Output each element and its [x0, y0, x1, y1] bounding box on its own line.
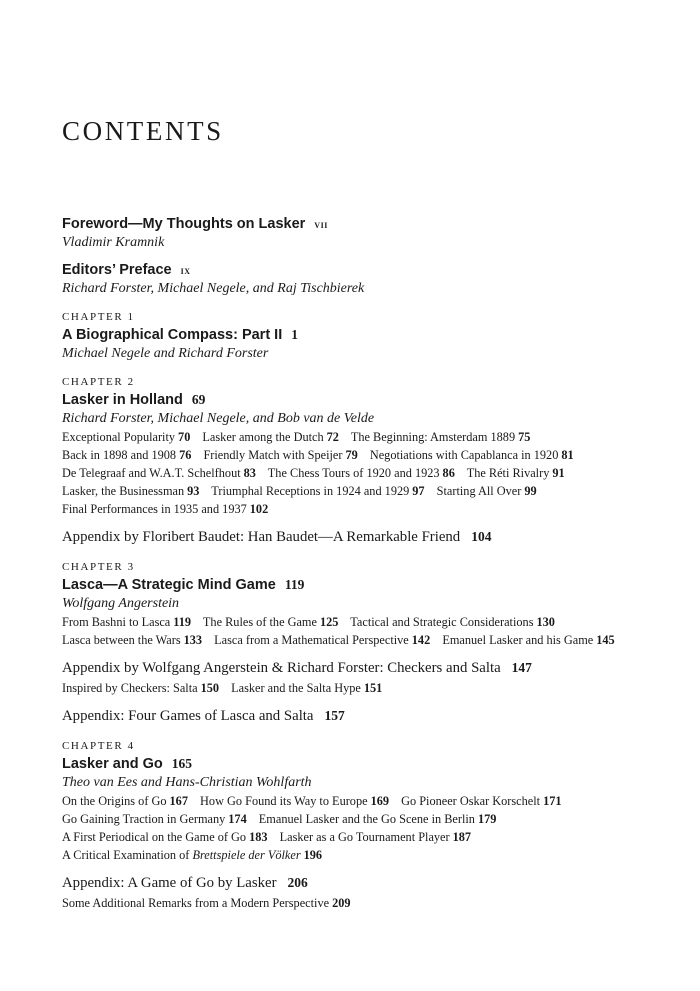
- appendix-entry[interactable]: [62, 706, 662, 726]
- section-item[interactable]: De Telegraaf and W.A.T. Schelfhout 83: [62, 466, 256, 480]
- chapter-page: 165: [171, 756, 192, 771]
- section-item[interactable]: Lasca from a Mathematical Perspective 142: [214, 633, 431, 647]
- section-list: [62, 792, 662, 864]
- entry-author: Richard Forster, Michael Negele, and Raj Tischbierek: [62, 281, 365, 296]
- section-item[interactable]: Go Pioneer Oskar Korschelt 171: [401, 794, 562, 808]
- entry-page: ix: [180, 263, 191, 277]
- section-item[interactable]: Negotiations with Capablanca in 1920 81: [369, 448, 574, 462]
- appendix-title: Appendix by Floribert Baudet: Han Baudet—A Remarkable Friend: [62, 529, 461, 545]
- toc-chapter-1[interactable]: [62, 310, 662, 362]
- section-item[interactable]: On the Origins of Go 167: [62, 794, 188, 808]
- toc-chapter-2[interactable]: [62, 375, 662, 547]
- toc-entry-preface[interactable]: [62, 260, 662, 297]
- section-item[interactable]: The Chess Tours of 1920 and 1923 86: [267, 466, 455, 480]
- section-item[interactable]: A Critical Examination of Brettspiele der Völker 196: [62, 848, 323, 862]
- chapter-page: 69: [191, 392, 206, 407]
- appendix-title: Appendix by Wolfgang Angerstein & Richard Forster: Checkers and Salta: [62, 660, 501, 676]
- section-item[interactable]: Tactical and Strategic Considerations 130: [350, 615, 555, 629]
- section-list: [62, 428, 662, 518]
- appendix-entry[interactable]: [62, 873, 662, 893]
- section-item[interactable]: From Bashni to Lasca 119: [62, 615, 192, 629]
- chapter-label: CHAPTER 2: [62, 376, 135, 388]
- book-title: Brettspiele der Völker: [192, 848, 301, 862]
- section-item[interactable]: Final Performances in 1935 and 1937 102: [62, 502, 269, 516]
- page-title: CONTENTS: [62, 116, 224, 146]
- toc-entries: [62, 214, 662, 912]
- entry-author: Vladimir Kramnik: [62, 235, 165, 250]
- section-item[interactable]: Lasker as a Go Tournament Player 187: [279, 830, 472, 844]
- section-item[interactable]: Emanuel Lasker and the Go Scene in Berlin 179: [258, 812, 497, 826]
- section-list: [62, 613, 662, 649]
- section-item[interactable]: Starting All Over 99: [436, 484, 537, 498]
- section-item[interactable]: Lasker and the Salta Hype 151: [231, 681, 383, 695]
- chapter-author: Richard Forster, Michael Negele, and Bob van de Velde: [62, 411, 375, 426]
- appendix-title: Appendix: Four Games of Lasca and Salta: [62, 708, 314, 724]
- section-item[interactable]: The Beginning: Amsterdam 1889 75: [350, 430, 531, 444]
- chapter-label: CHAPTER 4: [62, 740, 135, 752]
- appendix-page: 206: [287, 875, 308, 890]
- chapter-title: Lasker and Go: [62, 756, 163, 772]
- toc-entry-foreword[interactable]: [62, 214, 662, 251]
- chapter-label: CHAPTER 1: [62, 311, 135, 323]
- section-item[interactable]: Inspired by Checkers: Salta 150: [62, 681, 220, 695]
- section-list: [62, 679, 662, 697]
- entry-title: Editors’ Preface: [62, 262, 172, 278]
- section-item[interactable]: The Rules of the Game 125: [202, 615, 339, 629]
- section-item[interactable]: Go Gaining Traction in Germany 174: [62, 812, 247, 826]
- section-list: [62, 894, 662, 912]
- section-item[interactable]: Lasker among the Dutch 72: [202, 430, 339, 444]
- toc-chapter-3[interactable]: [62, 560, 662, 726]
- chapter-title: A Biographical Compass: Part II: [62, 327, 283, 343]
- section-item[interactable]: Lasker, the Businessman 93: [62, 484, 200, 498]
- appendix-page: 147: [511, 660, 532, 675]
- section-item[interactable]: The Réti Rivalry 91: [466, 466, 565, 480]
- section-item[interactable]: Exceptional Popularity 70: [62, 430, 191, 444]
- section-item[interactable]: Some Additional Remarks from a Modern Perspective 209: [62, 896, 351, 910]
- section-item[interactable]: Lasca between the Wars 133: [62, 633, 203, 647]
- chapter-author: Wolfgang Angerstein: [62, 596, 180, 611]
- entry-title: Foreword—My Thoughts on Lasker: [62, 216, 306, 232]
- chapter-title: Lasca—A Strategic Mind Game: [62, 577, 276, 593]
- section-item[interactable]: Emanuel Lasker and his Game 145: [442, 633, 615, 647]
- chapter-author: Theo van Ees and Hans-Christian Wohlfarth: [62, 775, 312, 790]
- appendix-title: Appendix: A Game of Go by Lasker: [62, 875, 277, 891]
- section-item[interactable]: How Go Found its Way to Europe 169: [200, 794, 390, 808]
- chapter-title: Lasker in Holland: [62, 392, 183, 408]
- section-item[interactable]: Back in 1898 and 1908 76: [62, 448, 192, 462]
- section-item[interactable]: Friendly Match with Speijer 79: [203, 448, 358, 462]
- appendix-page: 157: [324, 708, 345, 723]
- chapter-author: Michael Negele and Richard Forster: [62, 346, 269, 361]
- chapter-page: 1: [291, 327, 298, 342]
- toc-chapter-4[interactable]: [62, 739, 662, 912]
- appendix-entry[interactable]: [62, 658, 662, 678]
- appendix-entry[interactable]: [62, 527, 662, 547]
- section-item[interactable]: Triumphal Receptions in 1924 and 1929 97: [211, 484, 425, 498]
- entry-page: vii: [314, 217, 328, 231]
- appendix-page: 104: [471, 529, 492, 544]
- chapter-label: CHAPTER 3: [62, 561, 135, 573]
- section-item[interactable]: A First Periodical on the Game of Go 183: [62, 830, 268, 844]
- chapter-page: 119: [284, 577, 305, 592]
